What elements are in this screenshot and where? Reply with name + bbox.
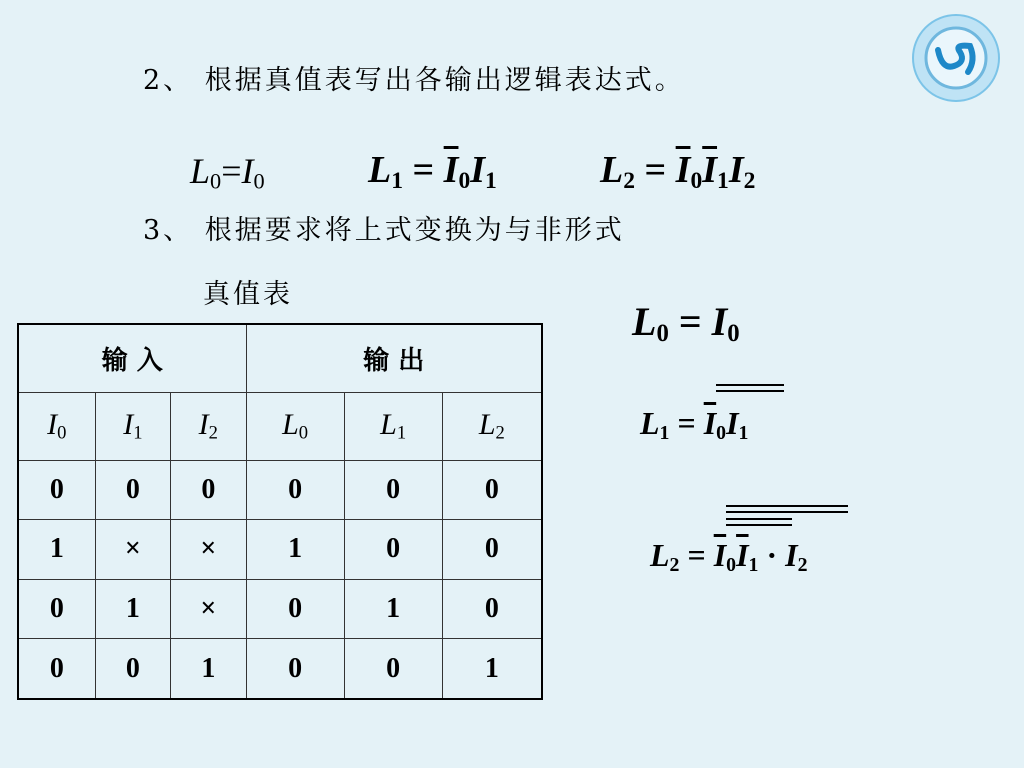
table-row <box>18 520 542 579</box>
truth-table-label: 真值表 <box>203 279 293 310</box>
expr-l0-initial: $L_0=I_0$ <box>190 151 265 194</box>
expr-l0-nand: $L_0 = I_0$ <box>632 299 740 348</box>
table-group-header-row <box>18 324 542 393</box>
step2-heading: 2、 根据真值表写出各输出逻辑表达式。 <box>143 65 685 96</box>
column-header-l2: $L_2$ <box>442 393 542 460</box>
step3-heading: 3、 根据要求将上式变换为与非形式 <box>143 215 625 246</box>
table-cell: 0 <box>344 460 442 519</box>
table-cell: 1 <box>18 520 95 579</box>
output-group-header: 输 出 <box>246 324 542 393</box>
table-cell: × <box>171 579 246 638</box>
column-header-i2: $I_2$ <box>171 393 246 460</box>
table-cell: 1 <box>442 639 542 699</box>
table-cell: 0 <box>344 520 442 579</box>
table-row <box>18 639 542 699</box>
table-cell: 0 <box>246 579 344 638</box>
table-column-header-row <box>18 393 542 460</box>
expr-l1-initial: $L_1 = \overline{I}_0I_1$ <box>368 149 497 194</box>
table-row <box>18 579 542 638</box>
table-cell: 0 <box>442 520 542 579</box>
table-cell: 0 <box>442 460 542 519</box>
table-cell: 0 <box>18 579 95 638</box>
inner-bar-bottom <box>726 524 792 526</box>
double-bar-top <box>716 384 784 386</box>
table-cell: 0 <box>18 460 95 519</box>
double-bar-bottom <box>716 390 784 392</box>
table-cell: × <box>95 520 170 579</box>
table-cell: 0 <box>344 639 442 699</box>
outer-bar-top <box>726 505 848 507</box>
outer-bar-bottom <box>726 511 848 513</box>
table-cell: 0 <box>95 460 170 519</box>
table-cell: 0 <box>95 639 170 699</box>
table-cell: 1 <box>246 520 344 579</box>
table-cell: 0 <box>442 579 542 638</box>
table-cell: × <box>171 520 246 579</box>
column-header-l1: $L_1$ <box>344 393 442 460</box>
expr-l2-initial: $L_2 = \overline{I}_0\overline{I}_1I_2$ <box>600 149 756 194</box>
table-cell: 1 <box>171 639 246 699</box>
table-cell: 0 <box>171 460 246 519</box>
table-cell: 0 <box>246 460 344 519</box>
column-header-i1: $I_1$ <box>95 393 170 460</box>
university-logo <box>912 14 1000 102</box>
input-group-header: 输 入 <box>18 324 246 393</box>
column-header-i0: $I_0$ <box>18 393 95 460</box>
inner-bar-top <box>726 518 792 520</box>
table-cell: 0 <box>18 639 95 699</box>
table-row <box>18 460 542 519</box>
table-cell: 0 <box>246 639 344 699</box>
expr-l2-nand: $L_2 = \overline{I}_0\overline{I}_1 \cdot I_2$ <box>650 537 808 576</box>
table-cell: 1 <box>344 579 442 638</box>
truth-table <box>17 323 543 700</box>
column-header-l0: $L_0$ <box>246 393 344 460</box>
expr-l1-nand: $L_1 = \overline{I}_0I_1$ <box>640 405 749 444</box>
table-cell: 1 <box>95 579 170 638</box>
logo-emblem-icon <box>914 16 998 100</box>
